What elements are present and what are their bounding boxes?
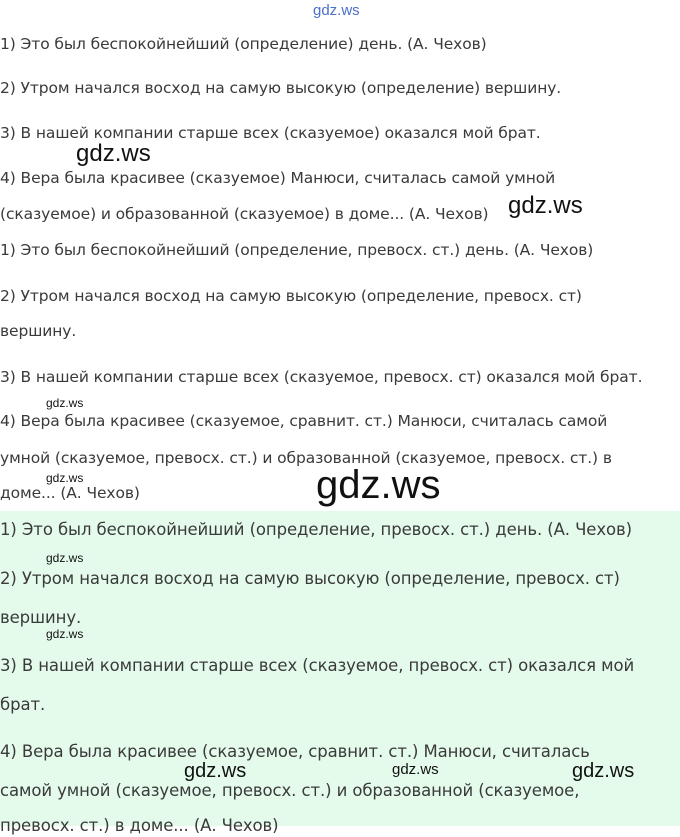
section1-line-3: 3) В нашей компании старше всех (сказуемое) оказался мой брат. bbox=[0, 124, 541, 142]
section3-line-8: превосх. ст.) в доме... (А. Чехов) bbox=[0, 816, 279, 835]
section3-line-6: 4) Вера была красивее (сказуемое, сравнит. ст.) Манюси, считалась bbox=[0, 742, 590, 761]
section1-line-1: 1) Это был беспокойнейший (определение) день. (А. Чехов) bbox=[0, 35, 487, 53]
watermark: gdz.ws bbox=[316, 463, 441, 507]
watermark: gdz.ws bbox=[46, 551, 84, 565]
section2-line-3: вершину. bbox=[0, 322, 77, 340]
watermark: gdz.ws bbox=[572, 760, 635, 782]
section1-line-4: 4) Вера была красивее (сказуемое) Манюси, считалась самой умной bbox=[0, 169, 556, 187]
section2-line-5: 4) Вера была красивее (сказуемое, сравнит. ст.) Манюси, считалась самой bbox=[0, 412, 608, 430]
section3-line-5: брат. bbox=[0, 695, 46, 714]
section2-line-7: доме... (А. Чехов) bbox=[0, 484, 140, 502]
watermark: gdz.ws bbox=[76, 140, 151, 167]
watermark: gdz.ws bbox=[46, 627, 84, 641]
watermark: gdz.ws bbox=[184, 760, 247, 782]
section2-line-6: умной (сказуемое, превосх. ст.) и образованной (сказуемое, превосх. ст.) в bbox=[0, 449, 612, 467]
section3-line-2: 2) Утром начался восход на самую высокую (определение, превосх. ст) bbox=[0, 569, 620, 588]
watermark: gdz.ws bbox=[392, 761, 439, 778]
watermark-top: gdz.ws bbox=[313, 2, 360, 19]
watermark: gdz.ws bbox=[508, 192, 583, 219]
section3-line-7: самой умной (сказуемое, превосх. ст.) и образованной (сказуемое, bbox=[0, 781, 580, 800]
section3-line-3: вершину. bbox=[0, 608, 82, 627]
section3-line-1: 1) Это был беспокойнейший (определение, превосх. ст.) день. (А. Чехов) bbox=[0, 520, 632, 539]
section2-line-1: 1) Это был беспокойнейший (определение, превосх. ст.) день. (А. Чехов) bbox=[0, 241, 594, 259]
watermark: gdz.ws bbox=[46, 396, 84, 410]
section2-line-4: 3) В нашей компании старше всех (сказуемое, превосх. ст) оказался мой брат. bbox=[0, 368, 643, 386]
section1-line-2: 2) Утром начался восход на самую высокую (определение) вершину. bbox=[0, 79, 562, 97]
section2-line-2: 2) Утром начался восход на самую высокую (определение, превосх. ст) bbox=[0, 287, 582, 305]
section1-line-5: (сказуемое) и образованной (сказуемое) в доме... (А. Чехов) bbox=[0, 205, 489, 223]
section3-line-4: 3) В нашей компании старше всех (сказуемое, превосх. ст) оказался мой bbox=[0, 656, 635, 675]
watermark: gdz.ws bbox=[46, 471, 84, 485]
